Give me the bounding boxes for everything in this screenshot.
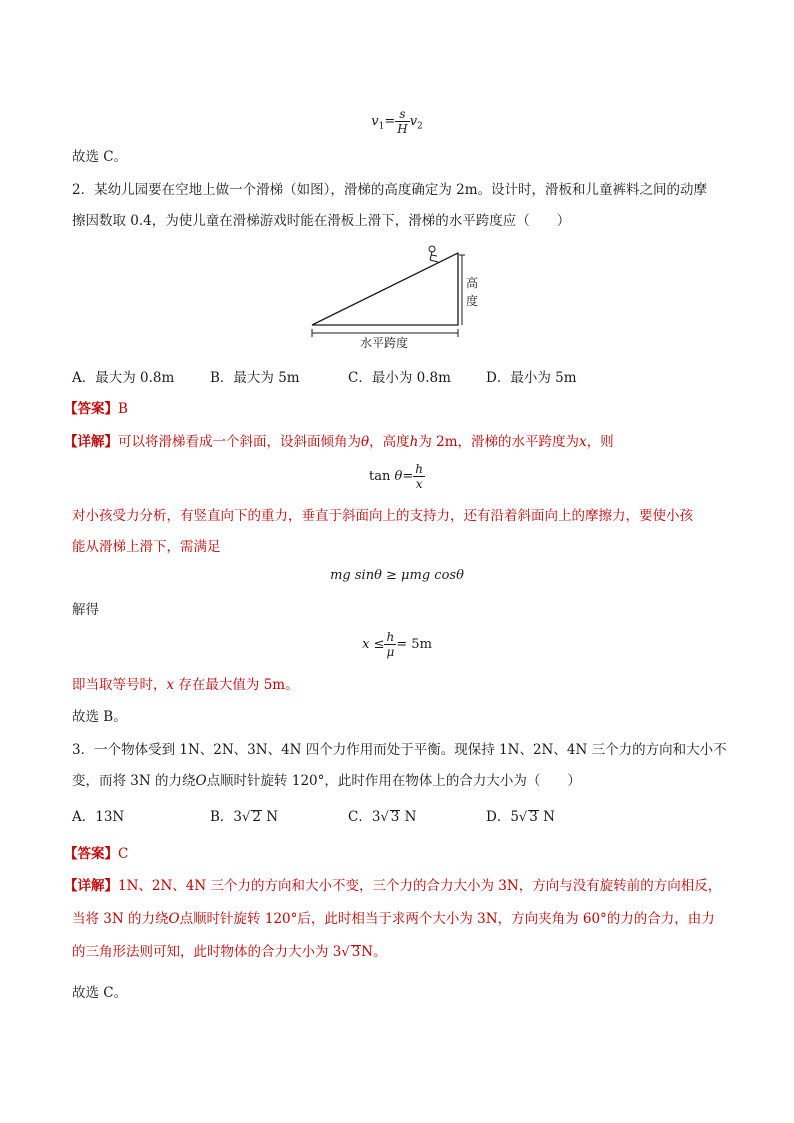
height-arrow — [459, 255, 465, 325]
height-label-1: 高 — [466, 276, 479, 290]
q3-option-b — [210, 808, 278, 827]
detail-text: 点顺时针旋转 120°后，此时相当于求两个大小为 3N，方向夹角为 60°的力的合力，由力 — [179, 911, 715, 927]
q3-stem-line1: 3．一个物体受到 1N、2N、3N、4N 四个力作用而处于平衡。现保持 1N、2N、4N 三个力的方向和大小不 — [72, 742, 727, 758]
formula-var: θ — [394, 469, 403, 484]
q2-detail-line1 — [64, 433, 614, 451]
q3-detail-line2 — [72, 910, 715, 928]
option-unit: N — [400, 809, 417, 825]
detail-root: 3 — [351, 944, 361, 960]
answer-value: B — [118, 401, 128, 417]
detail-text: N。 — [361, 944, 387, 960]
formula-fraction — [384, 630, 396, 659]
q2-solve-label: 解得 — [72, 602, 99, 618]
detail-tag: 【详解】 — [64, 878, 118, 894]
fraction-numerator: h — [384, 630, 396, 645]
radical-icon: √ — [518, 810, 528, 825]
answer-value: C — [118, 846, 129, 862]
formula-sub: 1 — [378, 121, 385, 132]
formula-tan — [72, 462, 722, 491]
answer-tag: 【答案】 — [64, 401, 118, 417]
formula-var: v — [371, 114, 379, 129]
slide-figure — [300, 243, 500, 355]
formula-eq: = — [402, 469, 414, 484]
formula-fn: tan — [369, 469, 391, 484]
formula-fraction — [413, 462, 425, 491]
detail-var: θ — [361, 434, 370, 450]
q3-detail-line3 — [72, 943, 387, 962]
formula-op: ≤ — [373, 637, 385, 652]
detail-var: x — [579, 434, 587, 450]
q2-detail-line2: 对小孩受力分析，有竖直向下的重力，垂直于斜面向上的支持力，还有沿着斜面向上的摩擦力，要使小孩 — [72, 508, 693, 524]
formula-var: x — [362, 637, 370, 652]
detail-text: 当将 3N 的力绕 — [72, 911, 169, 927]
q2-option-c: C．最小为 0.8m — [348, 370, 451, 386]
q2-option-b: B．最大为 5m — [210, 370, 300, 386]
q2-stem-line2: 擦因数取 0.4，为使儿童在滑梯游戏时能在滑板上滑下，滑梯的水平跨度应（ ） — [72, 213, 571, 229]
q3-option-a: A．13N — [72, 809, 125, 825]
option-root: 3 — [529, 809, 538, 825]
detail-text: ，高度 — [369, 434, 410, 450]
option-root: 2 — [252, 809, 261, 825]
detail-text: 1N、2N、4N 三个力的方向和大小不变，三个力的合力大小为 3N，方向与没有旋转前的方向相反， — [118, 878, 722, 894]
stem-var: O — [195, 773, 207, 789]
stem-text: 变，而将 3N 的力绕 — [72, 773, 196, 789]
q2-option-d: D．最小为 5m — [486, 370, 577, 386]
fraction-numerator: h — [415, 462, 423, 476]
option-prefix: C． — [348, 809, 372, 825]
q3-stem-line2 — [72, 772, 581, 790]
q2-stem-line1: 2．某幼儿园要在空地上做一个滑梯（如图），滑梯的高度确定为 2m。设计时，滑板和儿童裤料之间的动摩 — [72, 182, 708, 198]
formula-fraction — [395, 107, 409, 136]
q2-conclusion: 故选 B。 — [72, 709, 127, 725]
q1-conclusion: 故选 C。 — [72, 149, 128, 165]
slide-triangle — [312, 253, 458, 325]
formula-rhs: = 5m — [396, 637, 432, 652]
radical-icon: √ — [341, 945, 350, 960]
option-unit: N — [538, 809, 555, 825]
stem-text: 点顺时针旋转 120°，此时作用在物体上的合力大小为（ ） — [206, 773, 581, 789]
formula-eq: = — [384, 114, 396, 129]
detail-text: 的三角形法则可知，此时物体的合力大小为 3 — [72, 944, 342, 960]
answer-tag: 【答案】 — [64, 846, 118, 862]
option-coef: 5 — [510, 809, 519, 825]
formula-inequality: mg sinθ ≥ μmg cosθ — [330, 568, 464, 583]
formula-result — [72, 630, 722, 659]
q2-option-a: A．最大为 0.8m — [72, 370, 175, 386]
formula-var: v — [409, 114, 418, 129]
detail-text: 存在最大值为 5m。 — [178, 677, 299, 693]
q3-answer — [64, 845, 128, 863]
option-prefix: B． — [210, 809, 234, 825]
detail-tag: 【详解】 — [64, 434, 118, 450]
radical-icon: √ — [242, 810, 251, 825]
height-label-2: 度 — [466, 294, 479, 308]
q3-option-c — [348, 808, 416, 827]
detail-var: h — [409, 434, 419, 450]
q3-option-d — [486, 808, 555, 827]
q2-detail-line4 — [72, 676, 299, 694]
detail-text: 即当取等号时， — [72, 677, 167, 693]
fraction-denominator: H — [397, 122, 408, 136]
option-coef: 3 — [371, 809, 381, 825]
option-root: 3 — [390, 809, 400, 825]
option-coef: 3 — [233, 809, 243, 825]
fraction-numerator: s — [395, 107, 409, 122]
radical-icon: √ — [380, 810, 389, 825]
detail-var: x — [166, 677, 175, 693]
detail-text: 可以将滑梯看成一个斜面，设斜面倾角为 — [118, 434, 361, 450]
formula-sub: 2 — [417, 121, 423, 132]
option-prefix: D． — [486, 809, 511, 825]
fraction-denominator: x — [415, 477, 423, 491]
detail-var: O — [168, 911, 180, 927]
option-unit: N — [261, 809, 279, 825]
detail-text: 为 2m，滑梯的水平跨度为 — [418, 434, 580, 450]
child-figure-icon — [429, 246, 438, 262]
span-label: 水平跨度 — [360, 336, 409, 350]
detail-text: ，则 — [586, 434, 614, 450]
formula-top — [72, 107, 722, 136]
q3-conclusion: 故选 C。 — [72, 985, 128, 1001]
fraction-denominator: μ — [386, 645, 395, 659]
q3-detail-line1 — [64, 877, 721, 895]
q2-answer — [64, 400, 128, 418]
q2-detail-line3: 能从滑梯上滑下，需满足 — [72, 539, 221, 555]
